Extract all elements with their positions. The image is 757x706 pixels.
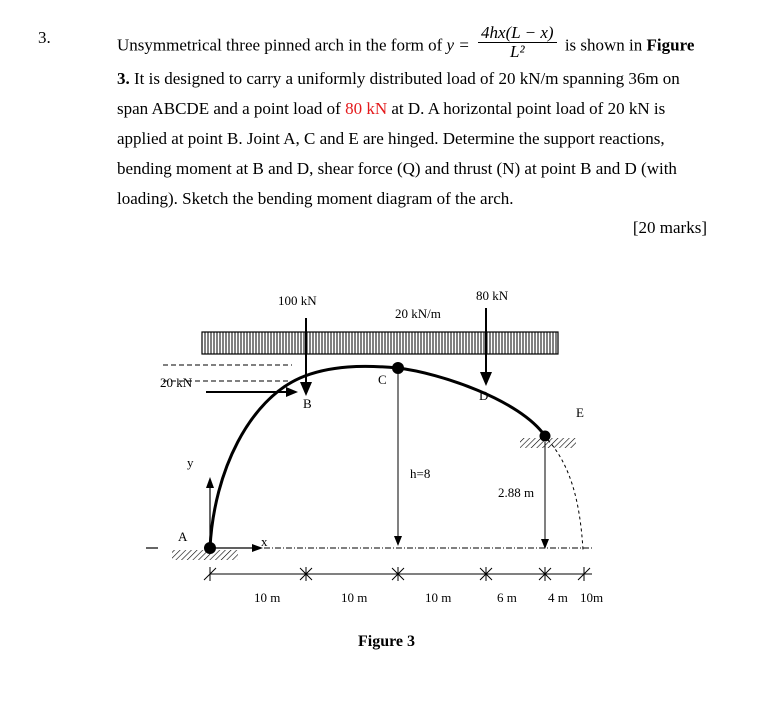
label-point-b: B: [303, 396, 312, 411]
label-point-a: A: [178, 529, 188, 544]
label-x-axis: x: [261, 534, 268, 549]
udl-block: [202, 332, 558, 354]
y-axis-arrow: [206, 477, 214, 488]
marks-label: [20 marks]: [632, 218, 707, 237]
formula-numerator: 4hx(L − x): [478, 24, 557, 43]
figure-reference-number: 3.: [117, 69, 130, 88]
label-e-height: 2.88 m: [498, 485, 535, 500]
arch-curve: [210, 366, 545, 548]
label-horizontal-load: 20 kN: [160, 375, 193, 390]
question-line-4: applied at point B. Joint A, C and E are hinged. Determine the support reactions,: [117, 129, 665, 148]
formula-denominator: L²: [510, 42, 525, 61]
label-point-c: C: [378, 372, 387, 387]
label-span-2: 10 m: [341, 590, 368, 605]
line1-prefix: Unsymmetrical three pinned arch in the form of: [117, 35, 443, 55]
support-a-ground: [172, 550, 238, 560]
horizontal-load-arrow-head: [286, 387, 298, 397]
label-point-e: E: [576, 405, 584, 420]
figure-caption: Figure 3: [358, 633, 416, 650]
line3-prefix: span ABCDE and a point load of: [117, 99, 346, 118]
label-rise: h=8: [410, 466, 431, 481]
line1-suffix: is shown in: [564, 35, 643, 55]
figure-reference: Figure: [646, 35, 695, 55]
hinge-a: [204, 542, 216, 554]
load-80kn-highlight: 80 kN: [345, 99, 388, 118]
arch-extension-dashed: [548, 440, 583, 550]
load-arrow-b-head: [300, 382, 312, 396]
label-y-axis: y: [187, 455, 194, 470]
line2-text: It is designed to carry a uniformly distributed load of 20 kN/m spanning 36m on: [129, 69, 680, 88]
label-span-6: 10m: [580, 590, 604, 605]
label-point-d: D: [479, 388, 489, 403]
question-number: 3.: [38, 28, 51, 47]
formula-lhs: y =: [446, 35, 470, 55]
label-span-4: 6 m: [497, 590, 517, 605]
question-line-5: bending moment at B and D, shear force (Q) and thrust (N) at point B and D (with: [117, 159, 677, 178]
load-arrow-d-head: [480, 372, 492, 386]
hinge-e: [540, 431, 551, 442]
label-udl: 20 kN/m: [395, 306, 441, 321]
question-line-6: loading). Sketch the bending moment diagram of the arch.: [117, 189, 514, 208]
line3-suffix: at D. A horizontal point load of 20 kN is: [387, 99, 666, 118]
label-span-1: 10 m: [254, 590, 281, 605]
hinge-c: [392, 362, 404, 374]
rise-dimension-arrow: [394, 536, 402, 546]
label-span-3: 10 m: [425, 590, 452, 605]
label-span-5: 4 m: [548, 590, 568, 605]
label-load-d: 80 kN: [476, 288, 509, 303]
label-load-b: 100 kN: [278, 293, 317, 308]
